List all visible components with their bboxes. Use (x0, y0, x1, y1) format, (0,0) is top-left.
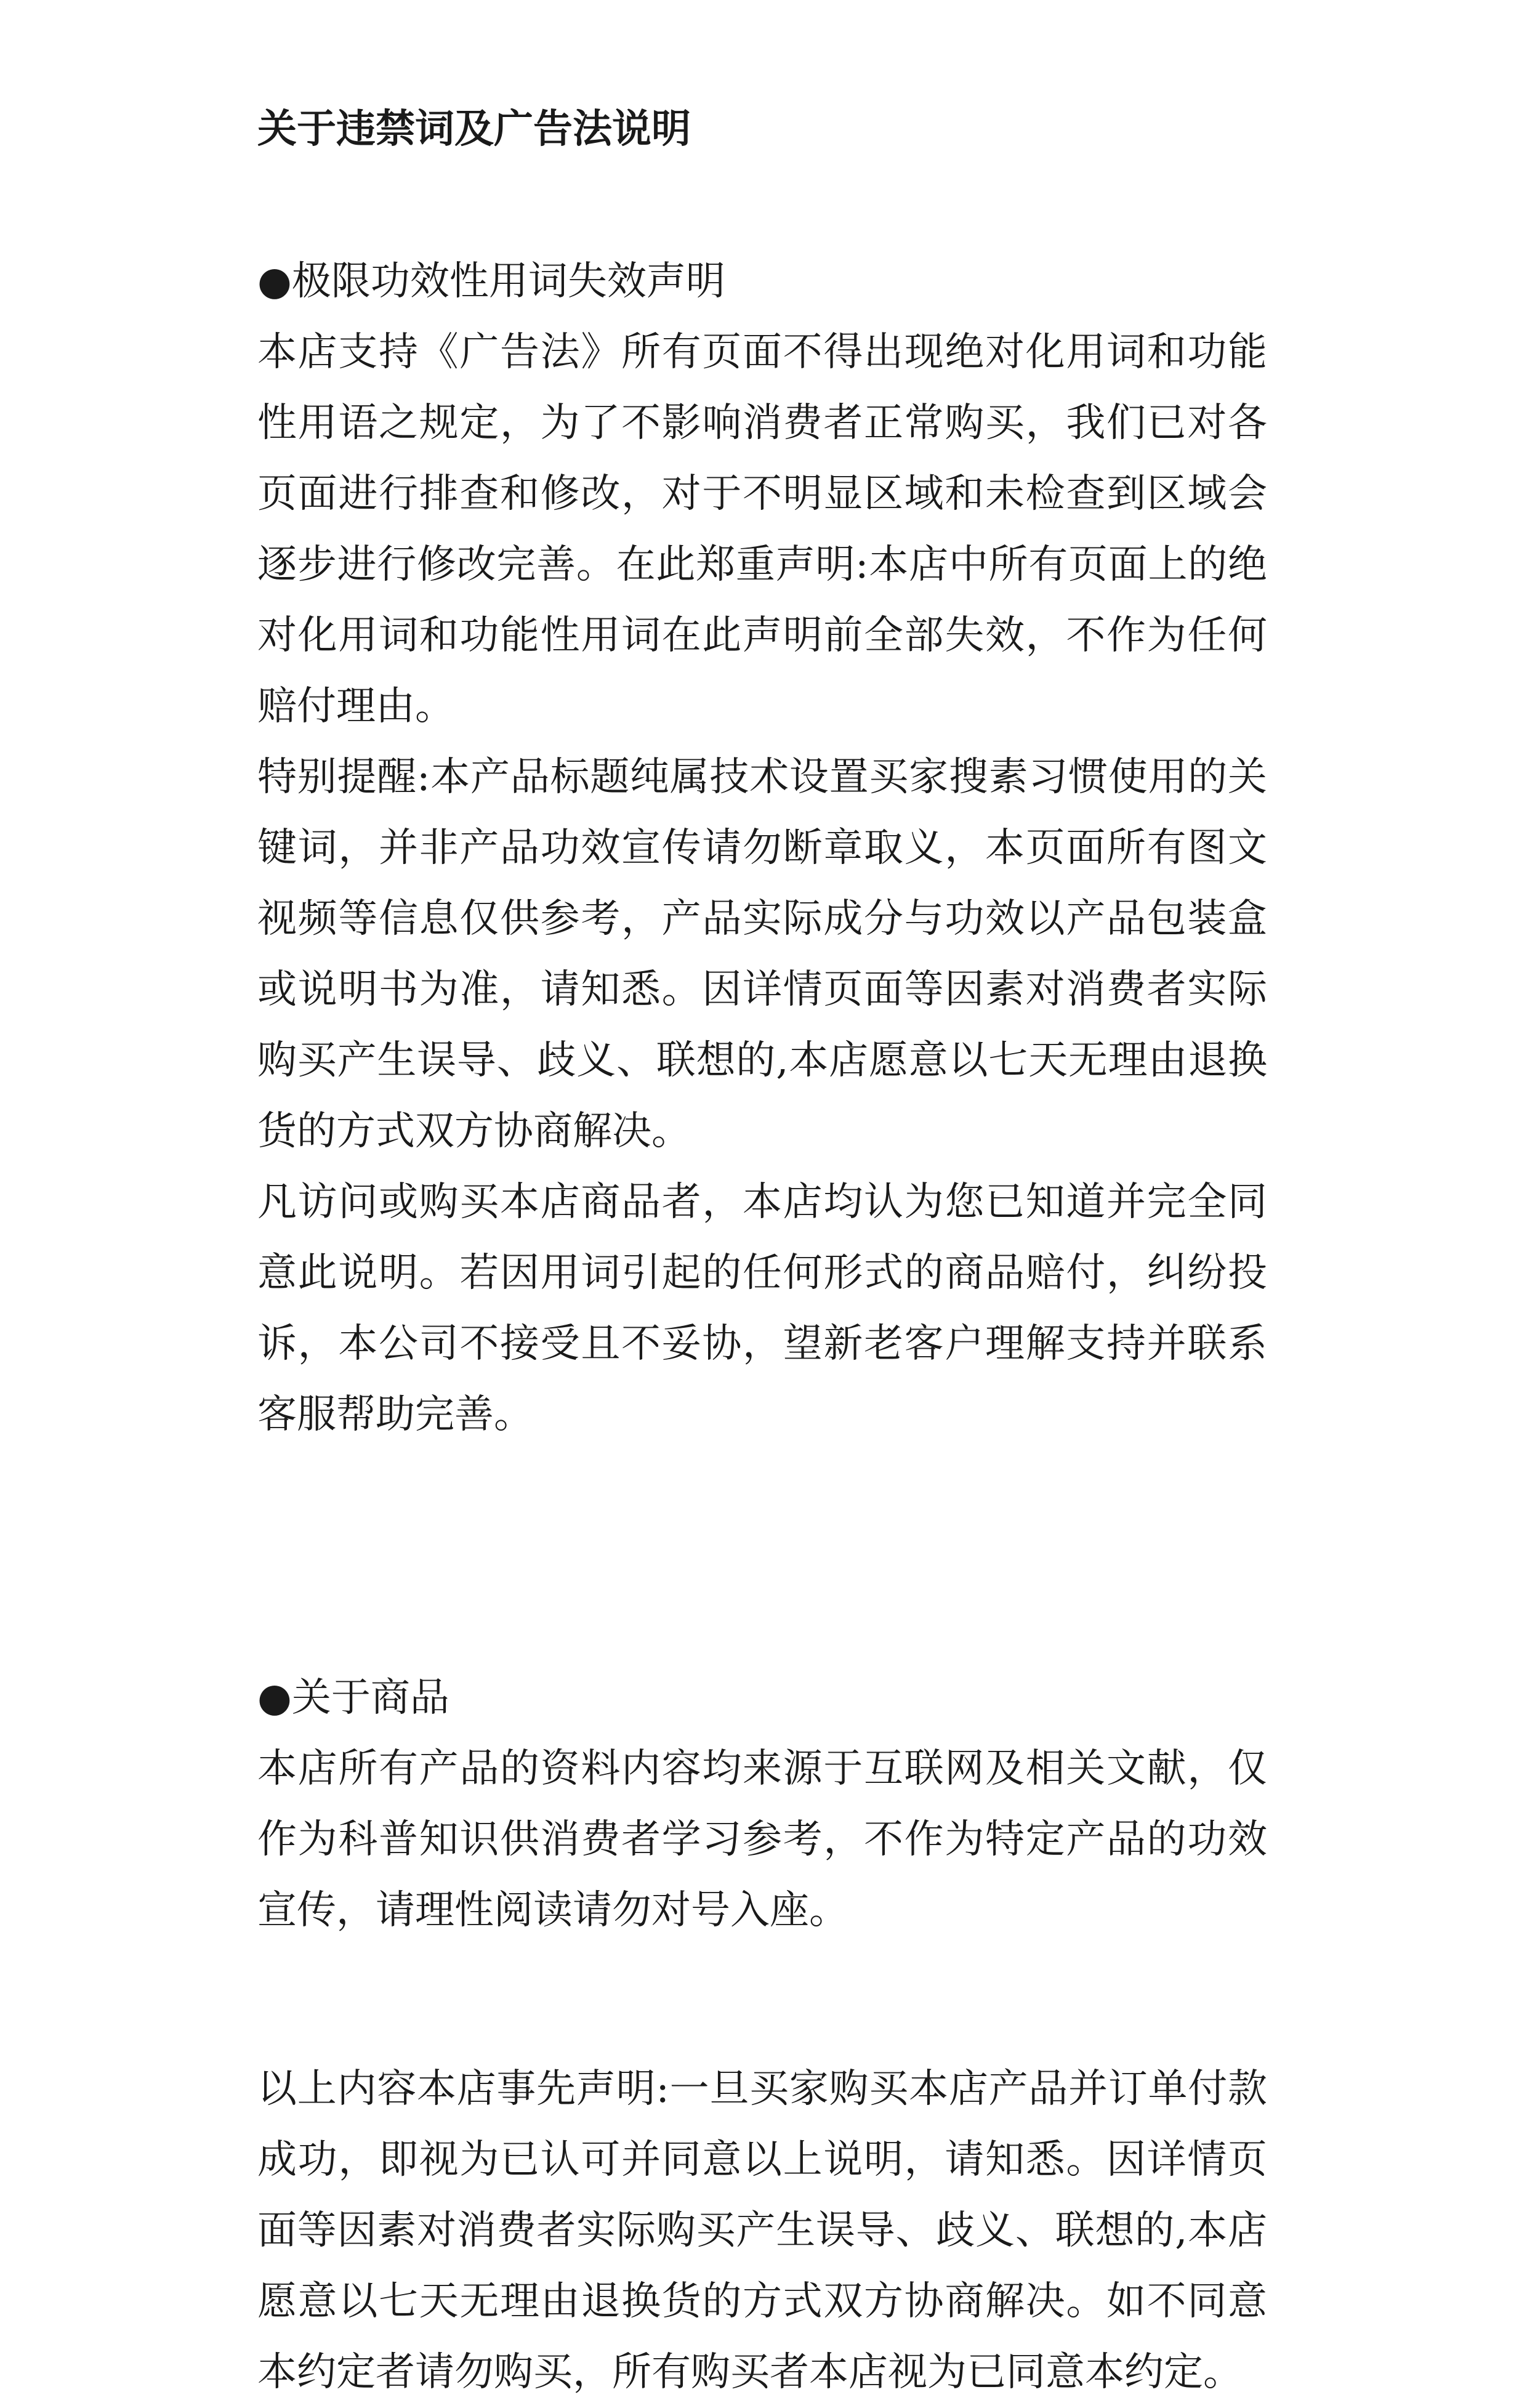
document-title: 关于违禁词及广告法说明 (257, 106, 691, 152)
document-body (257, 99, 1267, 2408)
paragraph-product-info: 本店所有产品的资料内容均来源于互联网及相关文献，仅作为科普知识供消费者学习参考，不作为特定产品的功效宣传，请理性阅读请勿对号入座。 (257, 1746, 1267, 1933)
paragraph-visitor-consent: 凡访问或购买本店商品者，本店均认为您已知道并完全同意此说明。若因用词引起的任何形式的商品赔付，纠纷投诉，本公司不接受且不妥协，望新老客户理解支持并联系客服帮助完善。 (257, 1179, 1267, 1437)
section-heading-about-products: ●关于商品 (257, 1675, 449, 1721)
spacer (257, 1946, 1267, 2054)
section-heading-invalid-terms: ●极限功效性用词失效声明 (257, 259, 725, 304)
spacer (257, 1450, 1267, 1663)
paragraph-ad-law-statement: 本店支持《广告法》所有页面不得出现绝对化用词和功能性用语之规定，为了不影响消费者正常购买，我们已对各页面进行排查和修改，对于不明显区域和未检查到区域会逐步进行修改完善。在此郑重声明:本店中所有页面上的绝对化用词和功能性用词在此声明前全部失效，不作为任何赔付理由。 (257, 329, 1267, 729)
spacer (257, 160, 1267, 246)
paragraph-special-reminder: 特别提醒:本产品标题纯属技术设置买家搜素习惯使用的关键词，并非产品功效宣传请勿断章取义，本页面所有图文视频等信息仅供参考，产品实际成分与功效以产品包装盒或说明书为准，请知悉。因详情页面等因素对消费者实际购买产生误导、歧义、联想的,本店愿意以七天无理由退换货的方式双方协商解决。 (257, 754, 1267, 1154)
paragraph-closing-statement: 以上内容本店事先声明:一旦买家购买本店产品并订单付款成功，即视为已认可并同意以上说明，请知悉。因详情页面等因素对消费者实际购买产生误导、歧义、联想的,本店愿意以七天无理由退换货的方式双方协商解决。如不同意本约定者请勿购买，所有购买者本店视为已同意本约定。 (257, 2066, 1267, 2395)
